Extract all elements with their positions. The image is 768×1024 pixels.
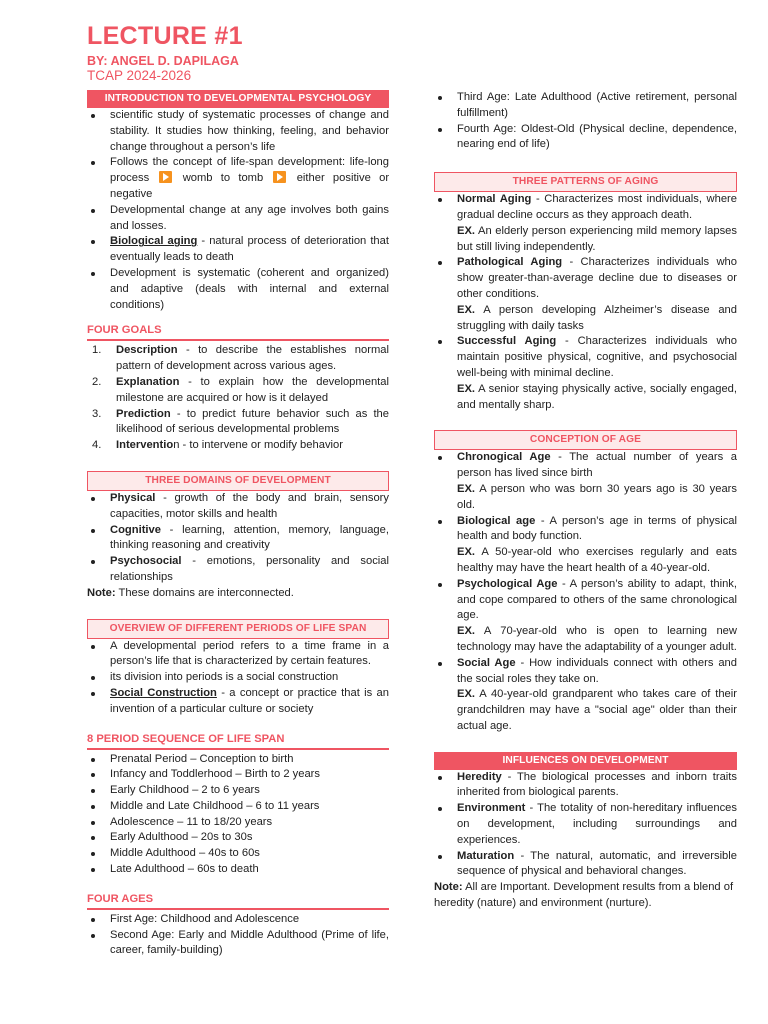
play-arrow-icon <box>159 171 172 183</box>
list-item: Second Age: Early and Middle Adulthood (Prime of life, career, family-building) <box>87 928 389 960</box>
example: EX. A 70-year-old who is open to learning new technology may have the adaptability of a younger adult. <box>457 625 737 653</box>
example: EX. A person who was born 30 years ago is 30 years old. <box>457 482 737 511</box>
list-item: Adolescence – 11 to 18/20 years <box>87 815 389 831</box>
list-item: 3. Prediction - to predict future behavior such as the likelihood of serious developmental problems <box>92 407 389 436</box>
list-item: Cognitive - learning, attention, memory, language, thinking reasoning and creativity <box>87 523 389 555</box>
list-item: Social Construction - a concept or practice that is an invention of a particular culture or society <box>87 686 389 718</box>
section-heading-periods: 8 PERIOD SEQUENCE OF LIFE SPAN <box>87 731 389 750</box>
list-item: Physical - growth of the body and brain, sensory capacities, motor skills and health <box>87 491 389 523</box>
list-item: Middle and Late Childhood – 6 to 11 years <box>87 799 389 815</box>
list-item: 4. Intervention - to intervene or modify behavior <box>92 439 343 452</box>
domains-note: Note: These domains are interconnected. <box>87 586 294 599</box>
list-item: Psychological Age - A person’s ability to adapt, think, and cope compared to others of the same chronological age. EX. A 70-year-old who is open to learning new technology may have the adaptability of a younger adult. <box>434 577 737 656</box>
list-item: Social Age - How individuals connect with others and the social roles they take on. EX. A 40-year-old grandparent who takes care of their grandchildren may have a "social age" older than their actual age. <box>434 656 737 735</box>
list-item: Biological age - A person’s age in terms of physical health and body function. EX. A 50-year-old who exercises regularly and eats healthy may have the heart health of a 40-year-old. <box>434 514 737 577</box>
list-item: its division into periods is a social construction <box>87 670 389 686</box>
intro-list <box>87 108 389 313</box>
section-heading-influences: INFLUENCES ON DEVELOPMENT <box>434 752 737 770</box>
list-item: scientific study of systematic processes of change and stability. It studies how thinking, feeling, and behavior change throughout a person’s life <box>87 108 389 155</box>
influences-note: Note: All are Important. Development results from a blend of heredity (nature) and environment (nurture). <box>434 881 734 910</box>
right-column <box>434 90 737 912</box>
list-item: Follows the concept of life-span development: life-long process womb to tomb either positive or negative <box>87 155 389 202</box>
list-item: 2. Explanation - to explain how the developmental milestone are acquired or how is it delayed <box>92 375 389 404</box>
section-heading-ages: FOUR AGES <box>87 891 389 910</box>
page-title: LECTURE #1 <box>87 22 243 50</box>
ages-list-part1 <box>87 912 389 959</box>
section-heading-overview: OVERVIEW OF DIFFERENT PERIODS OF LIFE SPAN <box>87 619 389 639</box>
example: EX. A 50-year-old who exercises regularly and eats healthy may have the heart health of a 40-year-old. <box>457 546 737 574</box>
list-item: Development is systematic (coherent and organized) and adaptive (deals with internal and external conditions) <box>87 266 389 313</box>
list-item: Early Childhood – 2 to 6 years <box>87 783 389 799</box>
list-item: Heredity - The biological processes and inborn traits inherited from biological parents. <box>434 770 737 802</box>
list-item: First Age: Childhood and Adolescence <box>87 912 389 928</box>
influences-list <box>434 770 737 881</box>
example: EX. A senior staying physically active, socially engaged, and mentally sharp. <box>457 382 737 411</box>
list-item: Environment - The totality of non-hereditary influences on development, including surroundings and experiences. <box>434 801 737 848</box>
list-item: Prenatal Period – Conception to birth <box>87 752 389 768</box>
play-arrow-icon <box>273 171 286 183</box>
left-column <box>87 90 389 959</box>
conception-list <box>434 450 737 734</box>
example: EX. A 40-year-old grandparent who takes care of their grandchildren may have a "social age" older than their actual age. <box>457 688 737 732</box>
list-item: Developmental change at any age involves both gains and losses. <box>87 203 389 235</box>
example: EX. An elderly person experiencing mild memory lapses but still living independently. <box>457 224 737 253</box>
section-heading-intro: INTRODUCTION TO DEVELOPMENTAL PSYCHOLOGY <box>87 90 389 108</box>
list-item: Early Adulthood – 20s to 30s <box>87 830 389 846</box>
list-item: Middle Adulthood – 40s to 60s <box>87 846 389 862</box>
list-item: A developmental period refers to a time frame in a person’s life that is characterized by certain features. <box>87 639 389 671</box>
section-heading-conception: CONCEPTION OF AGE <box>434 430 737 450</box>
list-item: Pathological Aging - Characterizes individuals who show greater-than-average decline due to diseases or other conditions. EX. A person developing Alzheimer’s disease and struggling with daily tasks <box>434 255 737 334</box>
list-item: Maturation - The natural, automatic, and irreversible sequence of physical and behavioral changes. <box>434 849 737 881</box>
list-item: Infancy and Toddlerhood – Birth to 2 years <box>87 767 389 783</box>
list-item: 1. Description - to describe the establishes normal pattern of development across various ages. <box>92 344 389 373</box>
domains-list <box>87 491 389 586</box>
section-heading-goals: FOUR GOALS <box>87 322 389 341</box>
section-heading-domains: THREE DOMAINS OF DEVELOPMENT <box>87 471 389 491</box>
list-item: Biological aging - natural process of deterioration that eventually leads to death <box>87 234 389 266</box>
list-item: Late Adulthood – 60s to death <box>87 862 389 878</box>
ages-list-part2 <box>434 90 737 153</box>
list-item: Fourth Age: Oldest-Old (Physical decline, dependence, nearing end of life) <box>434 122 737 154</box>
overview-list <box>87 639 389 718</box>
list-item: Chronogical Age - The actual number of years a person has lived since birth EX. A person who was born 30 years ago is 30 years old. <box>434 450 737 513</box>
list-item: Third Age: Late Adulthood (Active retirement, personal fulfillment) <box>434 90 737 122</box>
program-line: TCAP 2024-2026 <box>87 68 192 83</box>
author-line: BY: ANGEL D. DAPILAGA <box>87 54 239 68</box>
list-item: Normal Aging - Characterizes most individuals, where gradual decline occurs as they approach death. EX. An elderly person experiencing mild memory lapses but still living independently. <box>434 192 737 255</box>
aging-list <box>434 192 737 413</box>
list-item: Successful Aging - Characterizes individuals who maintain positive physical, cognitive, and psychosocial well-being with minimal decline. EX. A senior staying physically active, socially engaged, and mentally sharp. <box>434 334 737 413</box>
section-heading-aging: THREE PATTERNS OF AGING <box>434 172 737 192</box>
example: EX. A person developing Alzheimer’s disease and struggling with daily tasks <box>457 303 737 332</box>
goals-list <box>87 343 389 454</box>
periods-list <box>87 752 389 878</box>
list-item: Psychosocial - emotions, personality and social relationships <box>87 554 389 586</box>
